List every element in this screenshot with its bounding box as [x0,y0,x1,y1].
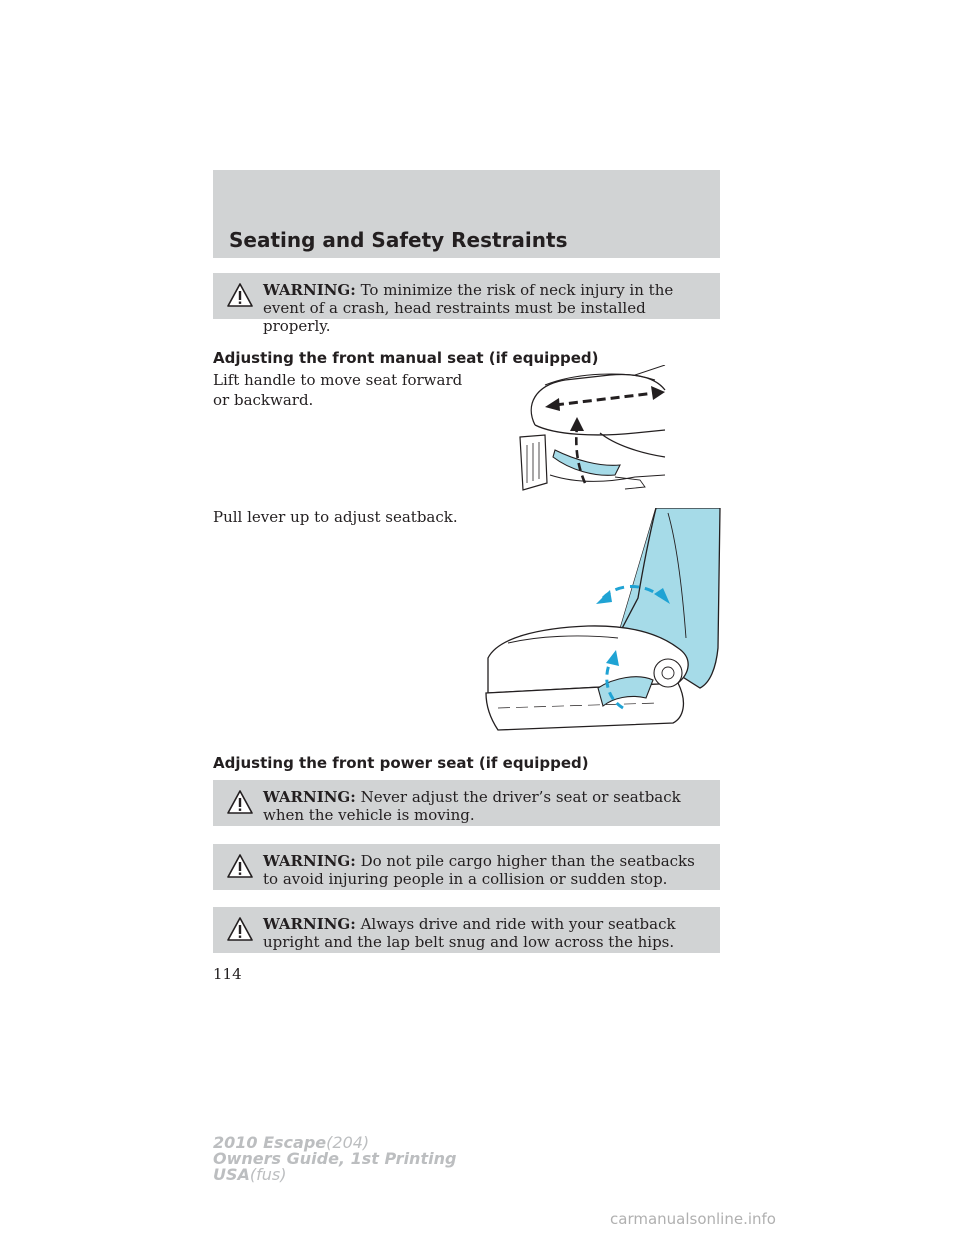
manual-seat-step-slide: Lift handle to move seat forward or backward. [213,371,463,409]
footer-model: 2010 Escape [213,1133,327,1152]
section-title: Seating and Safety Restraints [229,228,568,252]
warning-icon [227,282,253,308]
seatback-recline-illustration [478,508,723,736]
warning-icon [227,853,253,879]
warning-label: WARNING: [263,852,356,870]
page-number: 114 [213,965,242,983]
power-seat-heading: Adjusting the front power seat (if equipped) [213,754,589,772]
footer-model-code: (204) [326,1133,370,1152]
warning-box-seatback-upright [213,907,720,953]
footer-market: USA [213,1165,250,1184]
footer-guide: Owners Guide, 1st Printing [213,1149,457,1168]
warning-text: Do not pile cargo higher than the seatbacks to avoid injuring people in a collision or sudden stop. [263,852,695,888]
warning-label: WARNING: [263,281,356,299]
footer-market-line [213,1167,456,1183]
warning-box-head-restraints [213,273,720,335]
warning-box-cargo-height [213,844,720,890]
warning-icon [227,916,253,942]
warning-text: To minimize the risk of neck injury in the event of a crash, head restraints must be installed properly. [263,281,674,335]
manual-seat-heading: Adjusting the front manual seat (if equipped) [213,349,599,367]
warning-label: WARNING: [263,788,356,806]
section-header [213,170,720,258]
warning-text: Never adjust the driver’s seat or seatback when the vehicle is moving. [263,788,681,824]
print-footer [213,1135,456,1183]
warning-box-adjust-while-moving [213,780,720,826]
footer-market-code: (fus) [249,1165,287,1184]
warning-label: WARNING: [263,915,356,933]
manual-seat-step-recline: Pull lever up to adjust seatback. [213,508,458,526]
watermark: carmanualsonline.info [610,1210,776,1228]
warning-icon [227,789,253,815]
seat-slide-illustration [515,365,670,495]
warning-text: Always drive and ride with your seatback upright and the lap belt snug and low across the hips. [263,915,676,951]
